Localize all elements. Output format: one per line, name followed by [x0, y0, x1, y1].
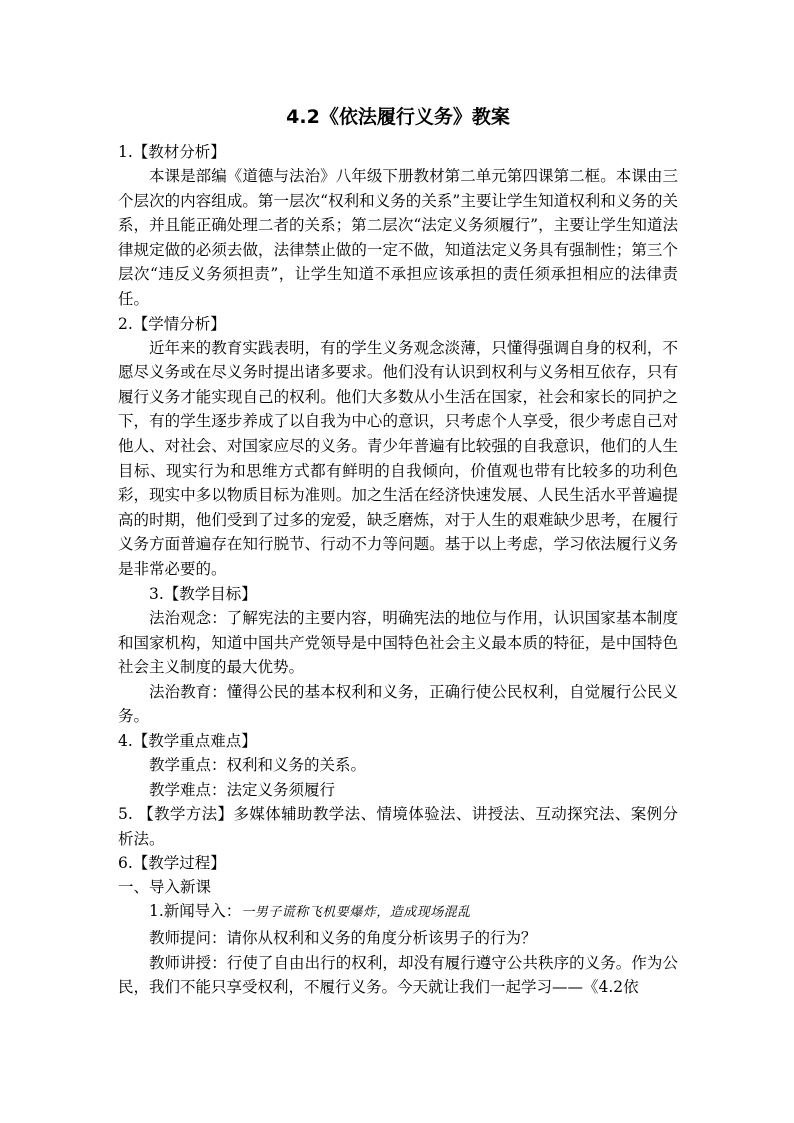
- teacher-question: 教师提问：请你从权利和义务的角度分析该男子的行为？: [149, 929, 537, 948]
- section-heading-teaching-process: 6.【教学过程】: [118, 854, 226, 873]
- textbook-analysis-paragraph: 本课是部编《道德与法治》八年级下册教材第二单元第四课第二框。本课由三个层次的内容组成。第一层次“权利和义务的关系”主要让学生知道权利和义务的关系，并且能正确处理二者的关系；第二层次“法定义务须履行”，主要让学生知道法律规定做的必须去做，法律禁止做的一定不做，知道法定义务具有强制性；第三个层次“违反义务须担责”，让学生知道不承担应该承担的责任须承担相应的法律责任。: [118, 167, 678, 308]
- section-heading-textbook-analysis: 1.【教材分析】: [118, 143, 226, 161]
- document-page: [118, 104, 678, 1000]
- section-heading-student-analysis: 2.【学情分析】: [118, 314, 226, 333]
- section-heading-teaching-goals: 3.【教学目标】: [149, 584, 257, 603]
- key-point: 教学重点：权利和义务的关系。: [149, 756, 367, 775]
- difficult-point: 教学难点：法定义务须履行: [149, 780, 336, 799]
- goal-rule-of-law-concept: 法治观念：了解宪法的主要内容，明确宪法的地位与作用，认识国家基本制度和国家机构，知道中国共产党领导是中国特色社会主义最本质的特征，是中国特色社会主义制度的最大优势。: [118, 609, 678, 677]
- document-title: 4.2《依法履行义务》教案: [286, 106, 510, 128]
- news-headline: 一男子谎称飞机要爆炸，造成现场混乱: [241, 905, 471, 921]
- student-analysis-paragraph: 近年来的教育实践表明，有的学生义务观念淡薄，只懂得强调自身的权利，不愿尽义务或在尽义务时提出诸多要求。他们没有认识到权利与义务相互依存，只有履行义务才能实现自己的权利。他们大多数从小生活在国家，社会和家长的同护之下，有的学生逐步养成了以自我为中心的意识，只考虑个人享受，很少考虑自己对他人、对社会、对国家应尽的义务。青少年普遍有比较强的自我意识，他们的人生目标、现实行为和思维方式都有鲜明的自我倾向，价值观也带有比较多的功利色彩，现实中多以物质目标为准则。加之生活在经济快速发展、人民生活水平普遍提高的时期，他们受到了过多的宠爱，缺乏磨炼，对于人生的艰难缺少思考，在履行义务方面普遍存在知行脱节、行动不力等问题。基于以上考虑，学习依法履行义务是非常必要的。: [118, 338, 678, 578]
- news-label: 1.新闻导入：: [149, 902, 242, 921]
- teaching-methods: 5. 【教学方法】多媒体辅助教学法、情境体验法、讲授法、互动探究法、案例分析法。: [118, 805, 678, 848]
- section-heading-key-points: 4.【教学重点难点】: [118, 732, 257, 751]
- goal-rule-of-law-education: 法治教育：懂得公民的基本权利和义务，正确行使公民权利，自觉履行公民义务。: [118, 682, 678, 726]
- part-one-heading: 一、导入新课: [118, 878, 212, 897]
- teacher-lecture: 教师讲授：行使了自由出行的权利，却没有履行遵守公共秩序的义务。作为公民，我们不能只享受权利，不履行义务。今天就让我们一起学习——《4.2依: [118, 953, 678, 997]
- news-intro: [118, 899, 678, 926]
